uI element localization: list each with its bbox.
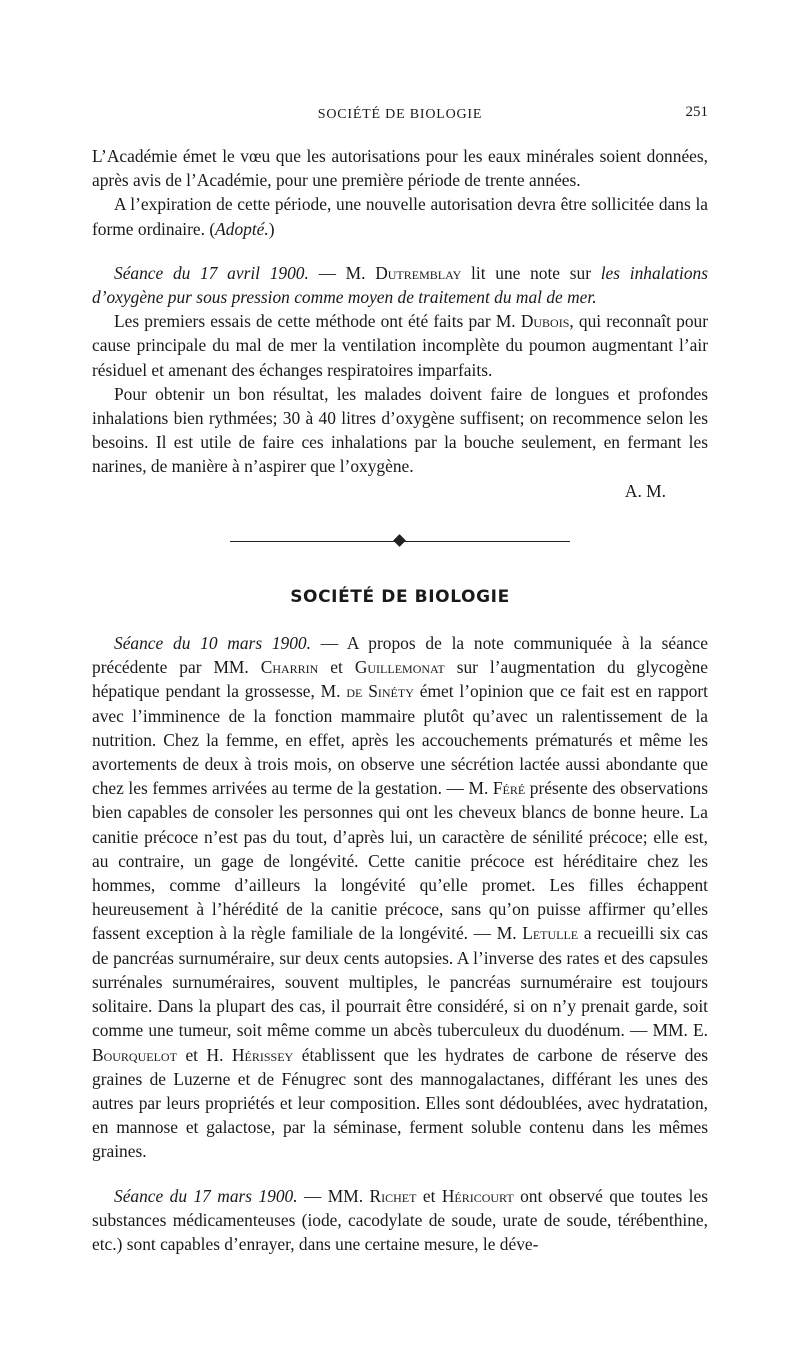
academie-p2-end: ) <box>268 218 275 239</box>
academie-paragraph-1: L’Académie émet le vœu que les autorisations pour les eaux minérales soient données, après avis de l’Académie, pour une première période de trente années. <box>92 146 708 191</box>
seance-mid: lit une note sur <box>461 262 601 283</box>
dubois-p-b: , qui reconnaît pour cause principale du mal de mer la ventilation incomplète du poumon augmentant l’air résiduel et amenant des échanges respiratoires imparfaits. <box>92 311 709 380</box>
seance-10-mars-paragraph <box>92 631 708 1163</box>
s2-a: — MM. <box>297 1185 370 1206</box>
author-guillemonat: Guillemonat <box>354 657 445 678</box>
author-fere: Féré <box>492 778 526 799</box>
s1-a: — A propos de la note communiquée à la séance précédente par MM. <box>92 633 708 678</box>
seance-dash: — M. <box>308 262 376 283</box>
seance-17-mars-paragraph <box>92 1184 708 1257</box>
author-charrin: Charrin <box>260 657 319 678</box>
s1-f: a recueilli six cas de pancréas surnuméraire, sur deux cents autopsies. A l’inverse des rates et des capsules surrénales surnuméraires, souvent multiples, le pancréas surnuméraire est toujours solitaire. Dans la plupart des cas, il pourrait être considéré, si on n’y prenait garde, soit comme une tumeur, soit même comme un abcès tuberculeux du duodénum. — MM. E. <box>92 923 708 1041</box>
running-title: SOCIÉTÉ DE BIOLOGIE <box>317 107 483 122</box>
author-dutremblay: Dutremblay <box>375 262 462 283</box>
s1-b: et <box>318 657 355 678</box>
seance-17-mars-date: Séance du 17 mars 1900. <box>114 1185 298 1206</box>
seance-17-avril-paragraph <box>92 261 708 309</box>
note-title: les inhalations d’oxygène pur sous pression comme moyen de traitement du mal de mer. <box>92 262 709 308</box>
s1-c: sur l’augmentation du glycogène hépatique pendant la grossesse, M. <box>92 657 709 702</box>
dubois-paragraph <box>92 309 708 382</box>
author-herissey: Hérissey <box>231 1044 294 1065</box>
inhalations-paragraph: Pour obtenir un bon résultat, les malades doivent faire de longues et profondes inhalations bien rythmées; 30 à 40 litres d’oxygène suffisent; on recommence selon les besoins. Il est utile de faire ces inhalations par la bouche seulement, en fermant les narines, de manière à n’aspirer que l’oxygène. <box>92 383 708 477</box>
s1-e: présente des observations bien capables de consoler les personnes qui ont les cheveux blancs de bonne heure. La canitie précoce n’est pas du tout, d’après lui, un caractère de sénilité précoce; elle est, au contraire, un gage de longévité. Cette canitie précoce est héréditaire chez les hommes, comme d’ailleurs la longévité qu’elle promet. Les filles échappent heureusement à l’hérédité de la canitie précoce, sans qu’on puisse affirmer qu’elles fassent exception à la règle familiale de la longévité. — M. <box>92 778 708 944</box>
signature-initials: A. M. <box>624 480 666 501</box>
dubois-p-a: Les premiers essais de cette méthode ont été faits par M. <box>114 311 521 332</box>
section-heading-biologie: SOCIÉTÉ DE BIOLOGIE <box>290 586 510 607</box>
s1-d: émet l’opinion que ce fait est en rapport avec l’imminence de la fonction mammaire plutôt qu’avec un ralentissement de la nutrition. Chez la femme, en effet, après les accouchements prématurés et même les avortements de deux à trois mois, on observe une sécrétion lactée aussi abondante que chez les femmes arrivées au terme de la gestation. — M. <box>92 681 709 799</box>
section-divider <box>230 535 570 549</box>
author-de-sinety: de Sinéty <box>346 681 414 702</box>
academie-p2-text: A l’expiration de cette période, une nouvelle autorisation devra être sollicitée dans la forme ordinaire. ( <box>92 194 708 239</box>
author-richet: Richet <box>369 1185 417 1206</box>
seance-10-mars-date: Séance du 10 mars 1900. <box>114 633 311 654</box>
s1-g: et H. <box>176 1044 232 1065</box>
adopte-italic: Adopté. <box>215 218 269 239</box>
author-bourquelot: Bourquelot <box>92 1044 177 1065</box>
author-letulle: Letulle <box>522 923 579 944</box>
s1-h: établissent que les hydrates de carbone de réserve des graines de Luzerne et de Fénugrec sont des mannogalactanes, différant les unes des autres par leurs propriétés et leur composition. Elles sont dédoublées, avec hydratation, en mannose et galactose, par la séminase, ferment soluble contenu dans les mêmes graines. <box>92 1044 708 1162</box>
divider-diamond-icon <box>393 534 406 547</box>
author-hericourt: Héricourt <box>441 1185 514 1206</box>
page-number: 251 <box>685 104 708 120</box>
author-dubois: Dubois <box>520 311 570 332</box>
academie-paragraph-2 <box>92 192 708 240</box>
s2-c: ont observé que toutes les substances médicamenteuses (iode, cacodylate de soude, urate de soude, térébenthine, etc.) sont capables d’enrayer, dans une certaine mesure, le déve- <box>92 1185 708 1254</box>
running-header <box>92 100 708 124</box>
s2-b: et <box>416 1185 442 1206</box>
seance-17-avril-date: Séance du 17 avril 1900. <box>114 262 309 283</box>
